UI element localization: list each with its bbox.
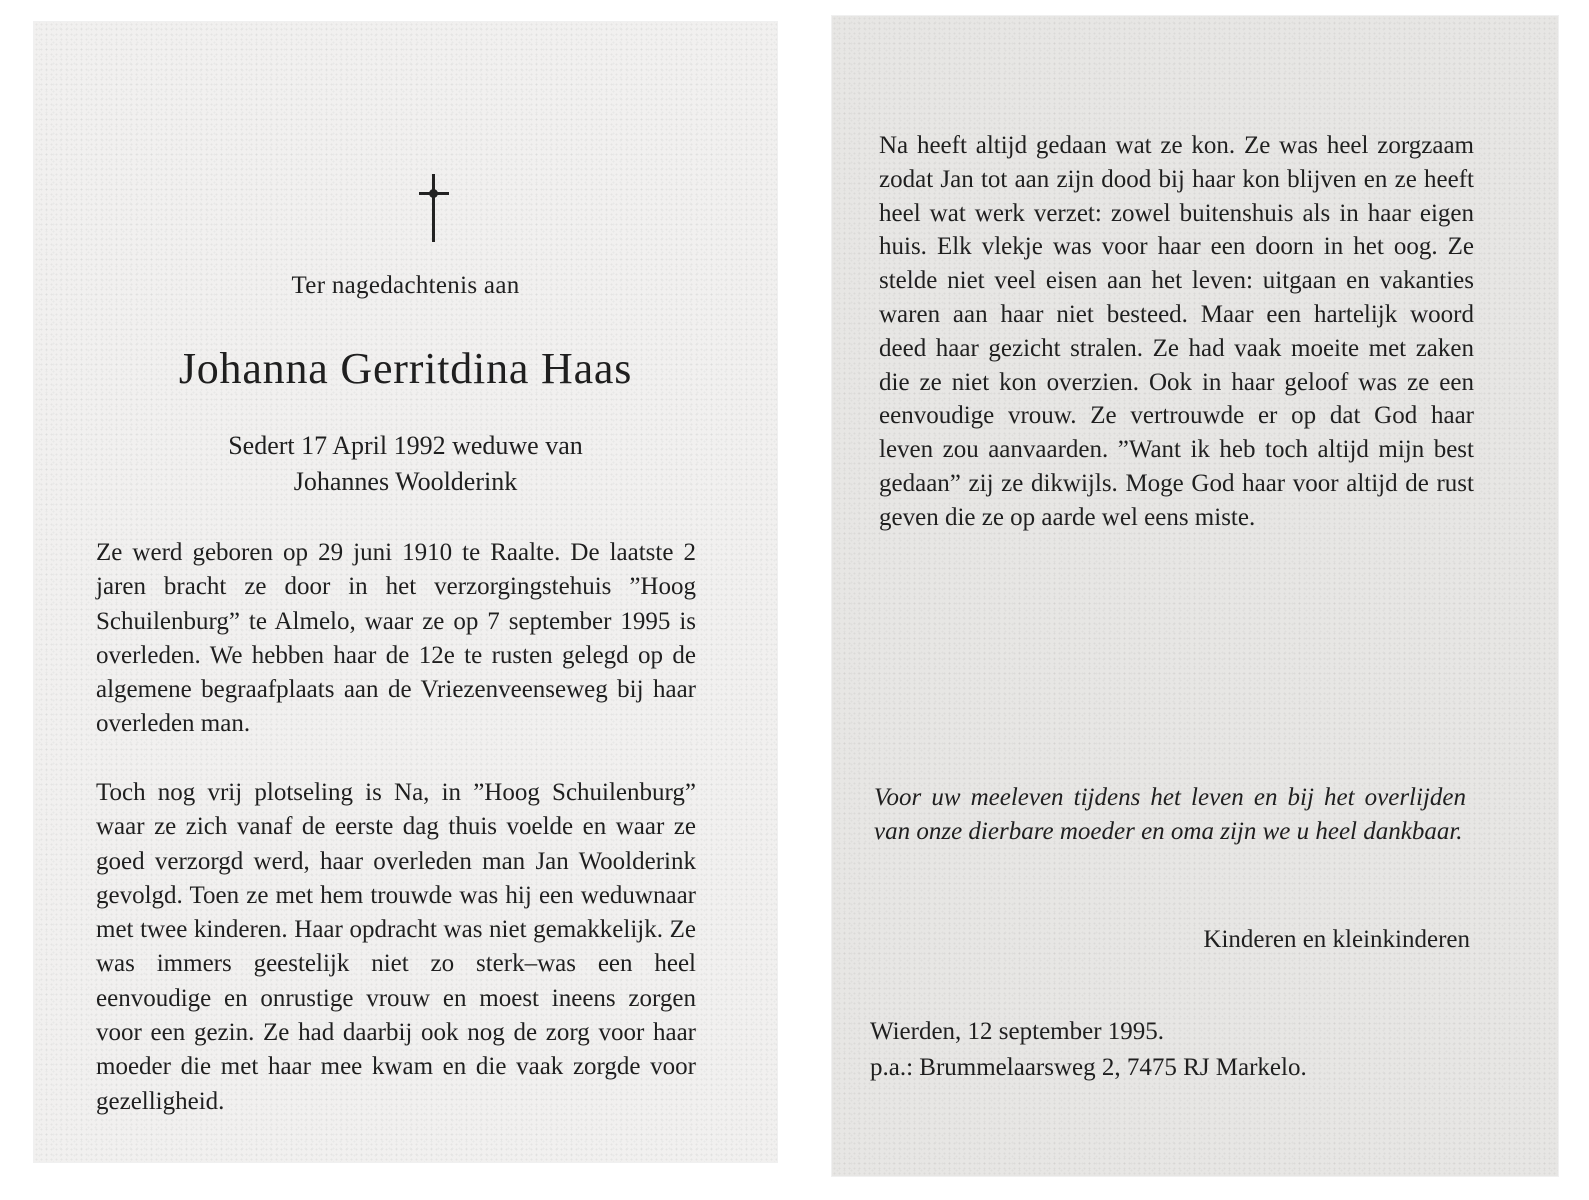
deceased-name: Johanna Gerritdina Haas: [178, 344, 633, 393]
intro-text: Ter nagedachtenis aan: [291, 272, 520, 299]
place-date: Wierden, 12 september 1995.: [870, 1018, 1165, 1045]
biography-paragraph-1: Ze werd geboren op 29 juni 1910 te Raalte. De laatste 2 jaren bracht ze door in het verzorgingstehuis ”Hoog Schuilenburg” te Almelo, waar ze op 7 september 1995 is overleden. We hebben haar de 12e te rusten gelegd op de algemene begraafplaats aan de Vriezenveenseweg bij haar overleden man.: [96, 539, 696, 738]
address-line: p.a.: Brummelaarsweg 2, 7475 RJ Markelo.: [870, 1054, 1307, 1081]
biography-paragraph-3: Na heeft altijd gedaan wat ze kon. Ze was heel zorgzaam zodat Jan tot aan zijn dood bij haar kon blijven en ze heeft heel wat werk verzet: zowel buitenshuis als in haar eigen huis. Elk vlekje was voor haar een doorn in het oog. Ze stelde niet veel eisen aan het leven: uitgaan en vakanties waren aan haar niet besteed. Maar een hartelijk woord deed haar gezicht stralen. Ze had vaak moeite met zaken die ze niet kon overzien. Ook in haar geloof was ze een eenvoudige vrouw. Ze vertrouwde er op dat God haar leven zou aanvaarden. ”Want ik heb toch altijd mijn best gedaan” zij ze dikwijls. Moge God haar voor altijd de rust geven die ze op aarde wel eens miste.: [879, 132, 1474, 531]
cross-icon: [419, 174, 449, 242]
memorial-card-left: [34, 22, 777, 1162]
biography-paragraph-2: Toch nog vrij plotseling is Na, in ”Hoog Schuilenburg” waar ze zich vanaf de eerste dag thuis voelde en waar ze goed verzorgd werd, haar overleden man Jan Woolderink gevolgd. Toen ze met hem trouwde was hij een weduwnaar met twee kinderen. Haar opdracht was niet gemakkelijk. Ze was immers geestelijk niet zo sterk–was een heel eenvoudige en onrustige vrouw en moest ineens zorgen voor een gezin. Ze had daarbij ook nog de zorg voor haar moeder die met haar mee kwam en die vaak zorgde voor gezelligheid.: [96, 779, 696, 1115]
widow-line-1: Sedert 17 April 1992 weduwe van: [228, 431, 583, 460]
memorial-card-right: [832, 16, 1558, 1176]
widow-line-2: Johannes Woolderink: [293, 467, 518, 496]
signature-line: Kinderen en kleinkinderen: [1203, 926, 1470, 953]
thanks-text: Voor uw meeleven tijdens het leven en bij het overlijden van onze dierbare moeder en oma zijn we u heel dankbaar.: [874, 784, 1466, 845]
